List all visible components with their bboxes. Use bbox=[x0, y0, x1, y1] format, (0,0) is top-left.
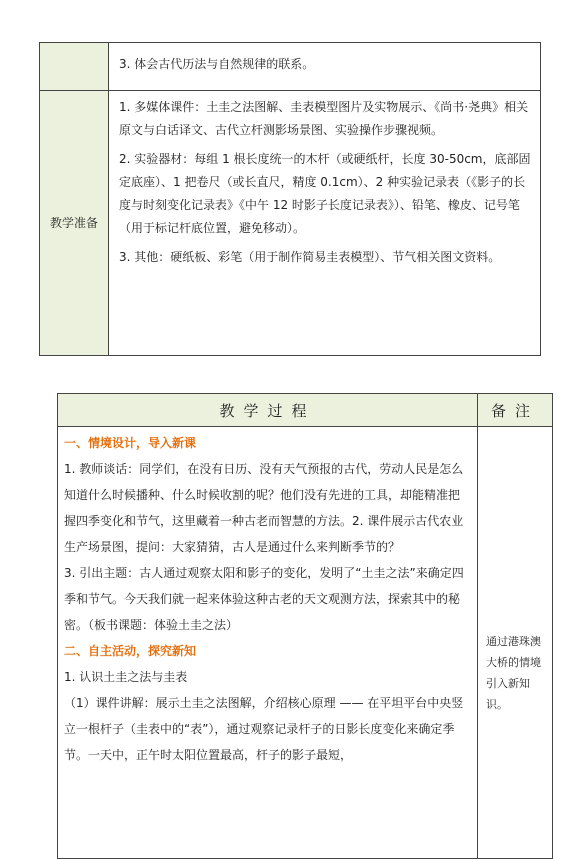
note-cell bbox=[478, 427, 553, 859]
prep-item-equipment: 2. 实验器材：每组 1 根长度统一的木杆（或硬纸杆，长度 30-50cm，底部固定底座）、1 把卷尺（或长直尺，精度 0.1cm）、2 种实验记录表（《影子的长度与时刻变化记录表》《中午 12 时影子长度记录表》）、铅笔、橡皮、记号笔（用于标记杆底位置，避免移动）。 bbox=[119, 152, 531, 235]
explore-paragraph: （1）课件讲解：展示土圭之法图解，介绍核心原理 —— 在平坦平台中央竖立一根杆子（圭表中的“表”），通过观察记录杆子的日影长度变化来确定季节。一天中，正午时太阳位置最高，杆子的影子最短， bbox=[64, 696, 464, 762]
prep-label: 教学准备 bbox=[40, 91, 109, 356]
teaching-process-table bbox=[57, 393, 553, 859]
section-title-explore: 二、自主活动，探究新知 bbox=[64, 644, 197, 658]
teaching-prep-table bbox=[39, 42, 541, 356]
prep-content bbox=[109, 91, 541, 356]
prep-item-multimedia: 1. 多媒体课件：土圭之法图解、圭表模型图片及实物展示、《尚书·尧典》相关原文与白话译文、古代立杆测影场景图、实验操作步骤视频。 bbox=[119, 100, 529, 137]
prep-item-other: 3. 其他：硬纸板、彩笔（用于制作简易圭表模型）、节气相关图文资料。 bbox=[119, 250, 501, 264]
process-body-row bbox=[58, 427, 553, 859]
note-text: 通过港珠澳大桥的情境引入新知识。 bbox=[486, 634, 541, 711]
intro-paragraph-2: 3. 引出主题：古人通过观察太阳和影子的变化，发明了“土圭之法”来确定四季和节气。今天我们就一起来体验这种古老的天文观测方法，探索其中的秘密。（板书课题：体验土圭之法） bbox=[64, 566, 464, 632]
objective-text: 3. 体会古代历法与自然规律的联系。 bbox=[119, 57, 315, 71]
intro-paragraph-1: 1. 教师谈话：同学们，在没有日历、没有天气预报的古代，劳动人民是怎么知道什么时候播种、什么时候收割的呢？他们没有先进的工具，却能精准把握四季变化和节气，这里藏着一种古老而智慧的方法。2. 课件展示古代农业生产场景图，提问：大家猜猜，古人是通过什么来判断季节的？ bbox=[64, 462, 464, 554]
process-header-row bbox=[58, 394, 553, 427]
process-header: 教学过程 bbox=[58, 394, 478, 427]
objective-row bbox=[40, 43, 541, 91]
empty-label-cell bbox=[40, 43, 109, 91]
section-title-intro: 一、情境设计，导入新课 bbox=[64, 436, 197, 450]
process-content bbox=[58, 427, 478, 859]
objective-cell bbox=[109, 43, 541, 91]
note-header: 备注 bbox=[478, 394, 553, 427]
subsection-title: 1. 认识土圭之法与圭表 bbox=[64, 670, 188, 684]
prep-row bbox=[40, 91, 541, 356]
